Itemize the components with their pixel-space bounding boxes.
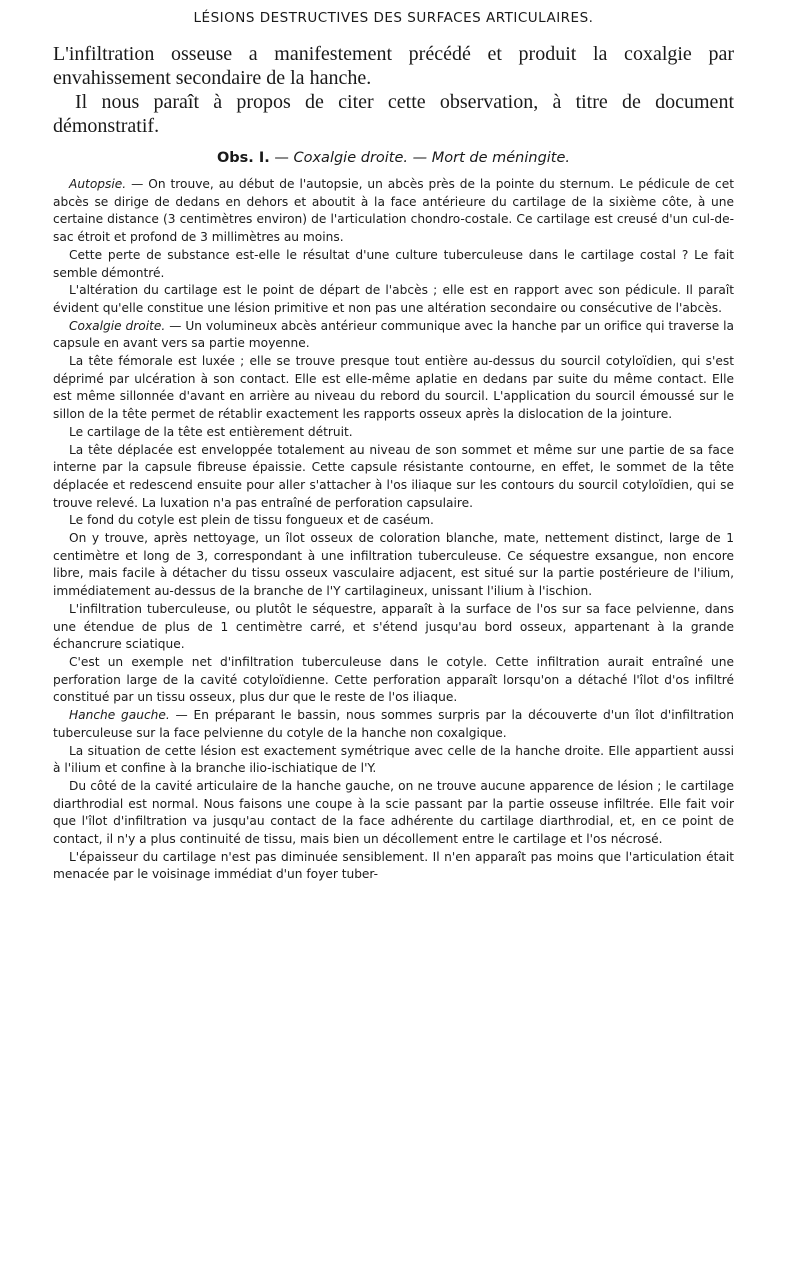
paragraph-text: La tête déplacée est enveloppée totalement au niveau de son sommet et même sur une partie de sa face interne par la capsule fibreuse épaissie. Cette capsule résistante contourne, en effet, le sommet de la tête déplacée et redescend ensuite pour aller s'attacher à l'os iliaque sur les contours du sourcil cotyloïdien, qui se trouve relevé. La luxation n'a pas entraîné de perforation capsulaire. xyxy=(53,442,734,510)
body-paragraph xyxy=(53,654,734,707)
intro xyxy=(53,42,734,138)
intro-paragraph-2: Il nous paraît à propos de citer cette observation, à titre de document démonstratif. xyxy=(53,91,734,137)
paragraph-text: — En préparant le bassin, nous sommes surpris par la découverte d'un îlot d'infiltration tuberculeuse sur la face pelvienne du cotyle de la hanche non coxalgique. xyxy=(53,708,734,740)
body-paragraph xyxy=(53,353,734,424)
paragraph-lead: Hanche gauche. xyxy=(69,708,170,723)
body-paragraph xyxy=(53,512,734,530)
paragraph-text: L'épaisseur du cartilage n'est pas diminuée sensiblement. Il n'en apparaît pas moins que l'articulation était menacée par le voisinage immédiat d'un foyer tuber- xyxy=(53,849,734,882)
paragraph-text: La tête fémorale est luxée ; elle se trouve presque tout entière au-dessus du sourcil cotyloïdien, qui s'est déprimé par ulcération à son contact. Elle est elle-même aplatie en dedans par suite du même contact. Elle est même sillonnée d'avant en arrière au niveau du rebord du sourcil. L'application du sourcil émoussé sur le sillon de la tête permet de rétablir exactement les rapports osseux après la dislocation de la jointure. xyxy=(53,354,734,422)
body-paragraph xyxy=(53,849,734,884)
observation-body xyxy=(53,176,734,884)
paragraph-text: L'altération du cartilage est le point de départ de l'abcès ; elle est en rapport avec son pédicule. Il paraît évident qu'elle constitue une lésion primitive et non pas une altération secondaire ou consécutive de l'abcès. xyxy=(53,283,734,315)
paragraph-text: La situation de cette lésion est exactement symétrique avec celle de la hanche droite. Elle appartient aussi à l'ilium et confine à la branche ilio-ischiatique de l'Y. xyxy=(53,743,734,776)
body-paragraph xyxy=(53,176,734,247)
running-head: LÉSIONS DESTRUCTIVES DES SURFACES ARTICULAIRES. xyxy=(193,10,594,26)
observation-dash: — xyxy=(269,150,294,166)
observation-number: Obs. I. xyxy=(216,150,270,166)
observation-title xyxy=(53,150,734,166)
body-paragraph xyxy=(53,424,734,442)
body-paragraph xyxy=(53,778,734,849)
paragraph-text: C'est un exemple net d'infiltration tuberculeuse dans le cotyle. Cette infiltration aurait entraîné une perforation large de la cavité cotyloïdienne. Cette perforation apparaît lorsqu'on a détaché l'îlot d'os infiltré constitué par un tissu osseux, plus dur que le reste de l'os iliaque. xyxy=(53,654,734,705)
intro-paragraph-1: L'infiltration osseuse a manifestement précédé et produit la coxalgie par envahissement secondaire de la hanche. xyxy=(53,43,734,89)
observation-subtitle: Coxalgie droite. — Mort de méningite. xyxy=(293,150,571,166)
body-paragraph xyxy=(53,601,734,654)
body-paragraph xyxy=(53,318,734,353)
paragraph-lead: Coxalgie droite. xyxy=(69,318,166,333)
paragraph-text: Le fond du cotyle est plein de tissu fongueux et de caséum. xyxy=(69,513,434,528)
paragraph-text: Le cartilage de la tête est entièrement détruit. xyxy=(69,424,353,439)
paragraph-text: Cette perte de substance est-elle le résultat d'une culture tuberculeuse dans le cartilage costal ? Le fait semble démontré. xyxy=(53,247,734,280)
body-paragraph xyxy=(53,743,734,778)
body-paragraph xyxy=(53,442,734,513)
paragraph-lead: Autopsie. xyxy=(69,177,127,191)
paragraph-text: L'infiltration tuberculeuse, ou plutôt le séquestre, apparaît à la surface de l'os sur sa face pelvienne, dans une étendue de plus de 1 centimètre carré, et s'étend jusqu'au bord osseux, appartenant à la grande échancrure sciatique. xyxy=(53,601,734,652)
paragraph-text: On y trouve, après nettoyage, un îlot osseux de coloration blanche, mate, nettement distinct, large de 1 centimètre et long de 3, correspondant à une infiltration tuberculeuse. Ce séquestre exsangue, non encore libre, mais facile à détacher du tissu osseux vasculaire adjacent, est situé sur la partie postérieure de l'ilium, immédiatement au-dessus de la branche de l'Y cartilagineux, unissant l'ilium à l'ischion. xyxy=(53,531,734,599)
paragraph-text: — On trouve, au début de l'autopsie, un abcès près de la pointe du sternum. Le pédicule de cet abcès se dirige de dedans en dehors et aboutit à la face antérieure du cartilage de la sixième côte, à une certaine distance (3 centimètres environ) de l'articulation chondro-costale. Ce cartilage est creusé d'un cul-de-sac étroit et profond de 3 millimètres au moins. xyxy=(53,177,734,245)
body-paragraph xyxy=(53,530,734,601)
body-paragraph xyxy=(53,282,734,317)
body-paragraph xyxy=(53,707,734,742)
paragraph-text: Du côté de la cavité articulaire de la hanche gauche, on ne trouve aucune apparence de lésion ; le cartilage diarthrodial est normal. Nous faisons une coupe à la scie passant par la partie osseuse infiltrée. Elle fait voir que l'îlot d'infiltration va jusqu'au contact de la face adhérente du cartilage diarthrodial, et, en ce point de contact, il n'y a plus continuité de tissu, mais bien un décollement entre le cartilage et l'os nécrosé. xyxy=(53,778,734,847)
paragraph-text: — Un volumineux abcès antérieur communique avec la hanche par un orifice qui traverse la capsule en avant vers sa partie moyenne. xyxy=(53,318,734,351)
body-paragraph xyxy=(53,247,734,282)
